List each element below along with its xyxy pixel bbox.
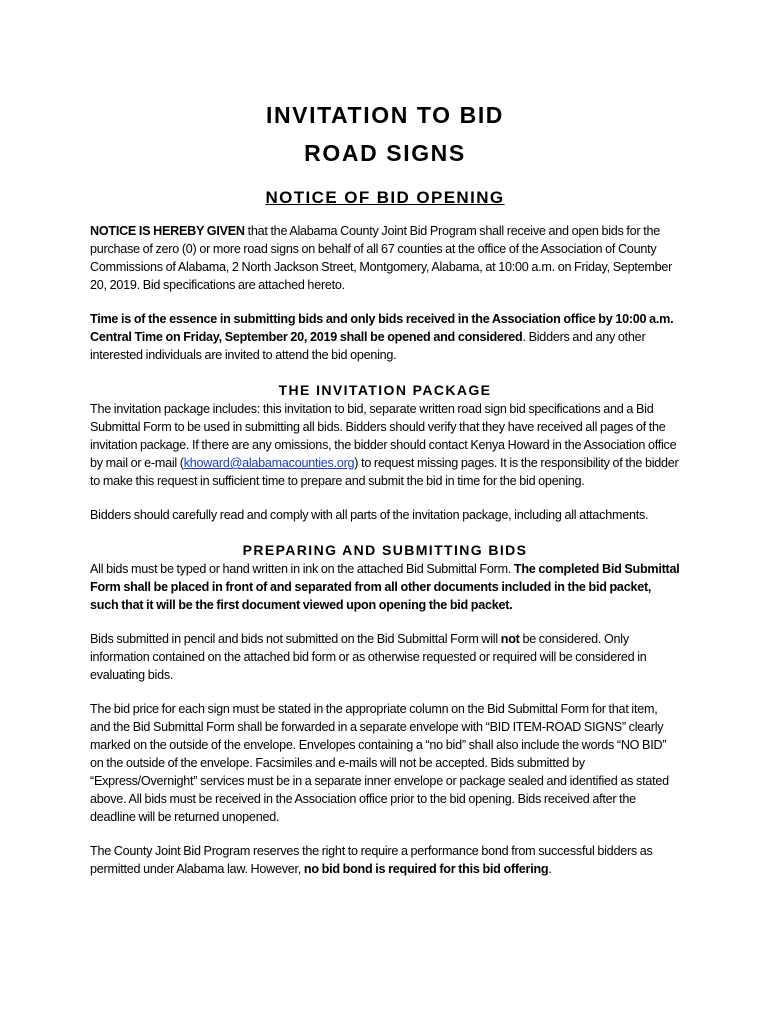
title-line-1: INVITATION TO BID [265,102,505,128]
email-link[interactable]: khoward@alabamacounties.org [183,456,355,470]
package-text-2: ) to request missing pages. It is the responsibility of the bidder to make this request in sufficient time to prepare and submit the bid in time for the bid opening. [90,456,679,488]
document-title [90,96,680,172]
bond-text-1: The County Joint Bid Program reserves the right to require a performance bond from successful bidders as permitted under Alabama law. However, [90,844,653,876]
title-line-2: ROAD SIGNS [304,140,466,166]
preparing-paragraph [90,560,680,614]
preparing-heading: PREPARING AND SUBMITTING BIDS [242,542,528,558]
notice-heading: NOTICE OF BID OPENING [265,188,505,207]
package-heading: THE INVITATION PACKAGE [278,382,492,398]
notice-paragraph [90,222,680,294]
bond-bold: no bid bond is required for this bid offering [303,862,549,876]
preparing-text: All bids must be typed or hand written in ink on the attached Bid Submittal Form. [90,562,514,576]
notice-lead: NOTICE IS HEREBY GIVEN [90,224,245,238]
package-text-1: The invitation package includes: this invitation to bid, separate written road sign bid specifications and a Bid Submittal Form to be used in submitting all bids. Bidders should verify that they have received all pages of the invitation package. If there are any omissions, the bidder should contact Kenya Howard in the Association office by mail or e-mail ( [90,402,677,470]
preparing-bold: The completed Bid Submittal Form shall be placed in front of and separated from all other documents included in the bid packet, such that it will be the first document viewed upon opening the bid packet. [90,562,680,612]
bond-paragraph [90,842,680,878]
pencil-text-2: be considered. Only information contained on the attached bid form or as otherwise requested or required will be considered in evaluating bids. [90,632,647,682]
document-page [90,96,680,878]
essence-bold: Time is of the essence in submitting bids and only bids received in the Association office by 10:00 a.m. Central Time on Friday, September 20, 2019 shall be opened and considered [90,312,674,344]
price-paragraph: The bid price for each sign must be stated in the appropriate column on the Bid Submittal Form for that item, and the Bid Submittal Form shall be forwarded in a separate envelope with “BID ITEM-ROAD SIGNS” clearly marked on the outside of the envelope. Envelopes containing a “no bid” shall also include the words “NO BID” on the outside of the envelope. Facsimiles and e-mails will not be accepted. Bids submitted by “Express/Overnight” services must be in a separate inner envelope or package sealed and identified as stated above. All bids must be received in the Association office prior to the bid opening. Bids received after the deadline will be returned unopened. [90,702,669,824]
essence-paragraph [90,310,680,364]
pencil-paragraph [90,630,680,684]
comply-paragraph: Bidders should carefully read and comply with all parts of the invitation package, including all attachments. [90,508,649,522]
package-paragraph [90,400,680,490]
notice-text: that the Alabama County Joint Bid Program shall receive and open bids for the purchase of zero (0) or more road signs on behalf of all 67 counties at the office of the Association of County Commissions of Alabama, 2 North Jackson Street, Montgomery, Alabama, at 10:00 a.m. on Friday, September 20, 2019. Bid specifications are attached hereto. [90,224,673,292]
bond-text-2: . [548,862,552,876]
pencil-text-1: Bids submitted in pencil and bids not submitted on the Bid Submittal Form will [90,632,501,646]
essence-text: . Bidders and any other interested individuals are invited to attend the bid opening. [90,330,646,362]
pencil-bold: not [500,632,520,646]
